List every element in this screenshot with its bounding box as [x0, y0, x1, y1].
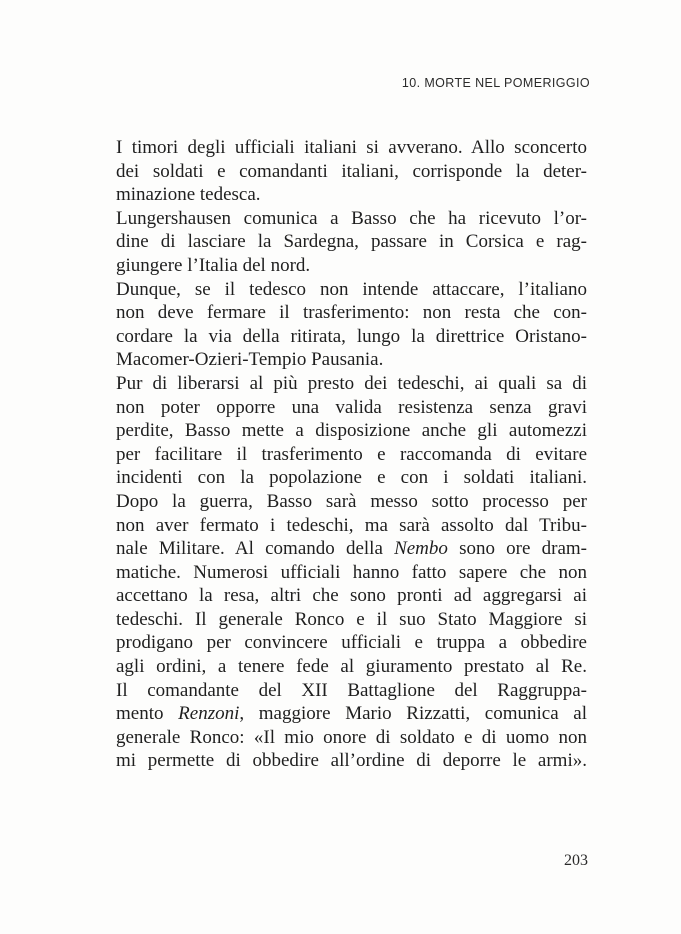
text-run: Macomer-Ozieri-Tempio Pausania. [116, 349, 384, 371]
text-line [116, 726, 587, 750]
italic-run: Nembo [394, 538, 448, 560]
text-line [116, 584, 587, 608]
text-line [116, 396, 587, 420]
text-run: accettano la resa, altri che sono pronti ad aggregarsi ai [116, 585, 587, 607]
text-run: mento [116, 703, 179, 725]
running-head: 10. MORTE NEL POMERIGGIO [401, 76, 590, 90]
text-run: Pur di liberarsi al più presto dei tedeschi, ai quali sa di [116, 372, 587, 394]
text-line [116, 254, 587, 278]
text-line [116, 443, 587, 467]
text-line [116, 514, 587, 538]
text-run: non aver fermato i tedeschi, ma sarà assolto dal Tribu- [116, 514, 587, 536]
body-text [116, 136, 587, 773]
page-number: 203 [564, 852, 588, 869]
text-run: dei soldati e comandanti italiani, corrisponde la deter- [116, 160, 587, 182]
text-run: mi permette di obbedire all’ordine di deporre le armi». [116, 750, 587, 772]
text-run: non poter opporre una valida resistenza senza gravi [116, 396, 587, 418]
text-line [116, 325, 587, 349]
text-line [116, 183, 587, 207]
text-line [116, 230, 587, 254]
text-run: , maggiore Mario Rizzatti, comunica al [239, 703, 587, 725]
text-line [116, 160, 587, 184]
text-line [116, 301, 587, 325]
text-line [116, 749, 587, 773]
text-line [116, 655, 587, 679]
italic-run: Renzoni [178, 703, 240, 725]
text-run: agli ordini, a tenere fede al giuramento prestato al Re. [116, 656, 587, 678]
text-run: giungere l’Italia del nord. [116, 254, 311, 276]
text-run: Dunque, se il tedesco non intende attaccare, l’italiano [116, 278, 587, 300]
text-run: nale Militare. Al comando della [116, 538, 395, 560]
text-run: generale Ronco: «Il mio onore di soldato e di uomo non [116, 726, 587, 748]
text-run: incidenti con la popolazione e con i soldati italiani. [116, 467, 587, 489]
text-run: per facilitare il trasferimento e raccomanda di evitare [116, 443, 587, 465]
text-line [116, 136, 587, 160]
text-run: matiche. Numerosi ufficiali hanno fatto sapere che non [116, 561, 587, 583]
text-line [116, 419, 587, 443]
text-line [116, 679, 587, 703]
text-run: Il comandante del XII Battaglione del Raggruppa- [116, 679, 587, 701]
text-line [116, 490, 587, 514]
text-line [116, 608, 587, 632]
text-line [116, 702, 587, 726]
text-line [116, 372, 587, 396]
text-line [116, 348, 587, 372]
text-run: minazione tedesca. [116, 184, 261, 206]
text-line [116, 631, 587, 655]
text-run: dine di lasciare la Sardegna, passare in Corsica e rag- [116, 231, 587, 253]
text-run: prodigano per convincere ufficiali e truppa a obbedire [116, 632, 587, 654]
text-line [116, 278, 587, 302]
text-line [116, 466, 587, 490]
text-line [116, 561, 587, 585]
text-run: tedeschi. Il generale Ronco e il suo Stato Maggiore si [116, 608, 587, 630]
text-run: non deve fermare il trasferimento: non resta che con- [116, 302, 587, 324]
text-run: sono ore dram- [447, 538, 587, 560]
text-run: Lungershausen comunica a Basso che ha ricevuto l’or- [116, 207, 587, 229]
text-run: Dopo la guerra, Basso sarà messo sotto processo per [116, 490, 587, 512]
text-run: perdite, Basso mette a disposizione anche gli automezzi [116, 420, 587, 442]
text-line [116, 537, 587, 561]
text-run: cordare la via della ritirata, lungo la direttrice Oristano- [116, 325, 587, 347]
text-line [116, 207, 587, 231]
text-run: I timori degli ufficiali italiani si avverano. Allo sconcerto [116, 137, 587, 158]
